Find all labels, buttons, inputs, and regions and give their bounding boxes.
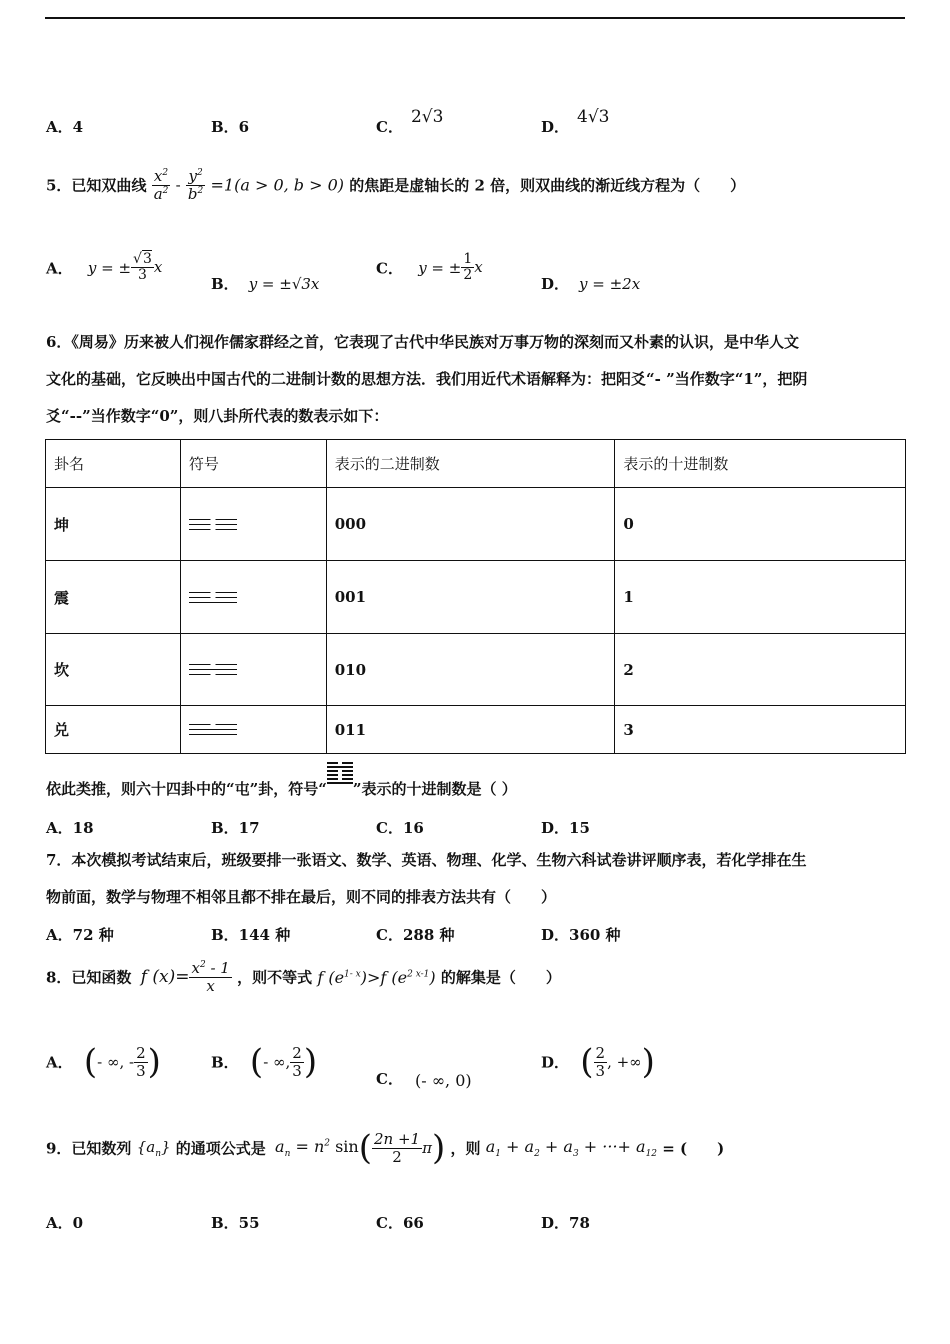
trigram-name: 坎 — [46, 634, 181, 706]
q4-option-d-value: 4√3 — [577, 107, 610, 127]
q6-line-2: 文化的基础，它反映出中国古代的二进制计数的思想方法．我们用近代术语解释为：把阳爻“- ”当作数字“1”，把阴 — [46, 370, 808, 388]
q9-option-a[interactable]: A．0 — [46, 1214, 84, 1232]
q4-option-c-value: 2√3 — [410, 107, 444, 127]
decimal-value: 0 — [615, 488, 906, 561]
q7-option-a[interactable]: A．72 种 — [46, 926, 114, 944]
q9-option-b[interactable]: B．55 — [211, 1214, 260, 1232]
trigram-name: 兑 — [46, 706, 181, 754]
q9-option-d[interactable]: D．78 — [541, 1214, 590, 1232]
q7-line-1: 7．本次模拟考试结束后，班级要排一张语文、数学、英语、物理、化学、生物六科试卷讲评顺序表，若化学排在生 — [46, 851, 807, 869]
q6-option-b[interactable]: B．17 — [211, 819, 260, 837]
q4-option-c[interactable]: C． 2√3 — [376, 107, 444, 136]
q6-line-1: 6．《周易》历来被人们视作儒家群经之首，它表现了古代中华民族对万事万物的深刻而又朴素的认识，是中华人文 — [46, 333, 799, 351]
table-row — [46, 561, 906, 634]
bagua-table — [45, 439, 906, 754]
decimal-value: 1 — [615, 561, 906, 634]
trigram-zhen-icon — [180, 561, 326, 634]
q8-inequality: f $(e^{1- x})>f$ $(e^{2 x-1})$ — [317, 967, 436, 987]
trigram-kan-icon — [180, 634, 326, 706]
q4-option-b[interactable]: B．6 — [211, 118, 250, 136]
trigram-name: 震 — [46, 561, 181, 634]
q6-option-a[interactable]: A．18 — [46, 819, 94, 837]
binary-value: 010 — [326, 634, 615, 706]
q6-line-3: 爻“--”当作数字“0”，则八卦所代表的数表示如下： — [46, 407, 389, 425]
header-symbol: 符号 — [180, 440, 326, 488]
q8-option-d[interactable]: D． ( $\frac{2}{3}$ , +∞) — [541, 1042, 655, 1082]
q7-option-b[interactable]: B．144 种 — [211, 926, 291, 944]
q5-stem: 5．已知双曲线 — [46, 176, 147, 195]
q6-option-c[interactable]: C．16 — [376, 819, 424, 837]
q6-option-d[interactable]: D．15 — [541, 819, 590, 837]
header-rule — [45, 17, 905, 19]
binary-value: 001 — [326, 561, 615, 634]
question-7 — [46, 842, 906, 916]
binary-value: 011 — [326, 706, 615, 754]
decimal-value: 3 — [615, 706, 906, 754]
table-header-row — [46, 440, 906, 488]
q8-option-a[interactable]: A． (- ∞, - $\frac{2}{3}$ ) — [46, 1042, 161, 1082]
table-row — [46, 706, 906, 754]
q4-option-d[interactable]: D． 4√3 — [541, 107, 610, 136]
q7-option-d[interactable]: D．360 种 — [541, 926, 621, 944]
q5-option-b[interactable]: B． y = ±√3x — [211, 275, 320, 293]
trigram-dui-icon — [180, 706, 326, 754]
q6-follow-up: 依此类推，则六十四卦中的“屯”卦，符号“ ”表示的十进制数是（ ） — [46, 770, 517, 799]
q5-condition: =1(a > 0, b > 0) — [210, 175, 345, 195]
table-row — [46, 488, 906, 561]
q5-stem-tail: 的焦距是虚轴长的 2 倍，则双曲线的渐近线方程为（ ） — [349, 176, 746, 195]
decimal-value: 2 — [615, 634, 906, 706]
question-6 — [46, 324, 906, 435]
question-5: 5．已知双曲线 $\frac{x^2}{a^2}$ - $\frac{y^2}{b^2}$ =1(a > 0, b > 0) 的焦距是虚轴长的 2 倍，则双曲线的渐近线方程为（ ） — [46, 167, 746, 203]
header-decimal: 表示的十进制数 — [615, 440, 906, 488]
q8-option-c[interactable]: C． (- ∞, 0) — [376, 1070, 472, 1090]
q5-y-frac: $\frac{y^2}{b^2}$ — [187, 167, 204, 203]
q9-option-c[interactable]: C．66 — [376, 1214, 424, 1232]
trigram-kun-icon — [180, 488, 326, 561]
trigram-name: 坤 — [46, 488, 181, 561]
question-8: 8．已知函数 f (x)= $\frac{x^2 - 1}{x}$ ，则不等式 f $(e^{1- x})>f$ $(e^{2 x-1})$ 的解集是（ ） — [46, 959, 561, 995]
q5-option-c[interactable]: C． y = ± $\frac{1}{2}$ x — [376, 251, 483, 284]
hexagram-zhun-icon — [327, 760, 353, 786]
binary-value: 000 — [326, 488, 615, 561]
header-binary: 表示的二进制数 — [326, 440, 615, 488]
q7-line-2: 物前面，数学与物理不相邻且都不排在最后，则不同的排表方法共有（ ） — [46, 888, 557, 906]
q4-option-a[interactable]: A．4 — [46, 118, 84, 136]
q5-x-frac: $\frac{x^2}{a^2}$ — [153, 167, 169, 203]
q5-option-d[interactable]: D． y = ±2x — [541, 275, 641, 293]
q5-option-a[interactable]: A． y = ± $\frac{√3}{3}$ x — [46, 251, 163, 284]
header-name: 卦名 — [46, 440, 181, 488]
table-row — [46, 634, 906, 706]
question-9: 9．已知数列 $\{a_n\}$ 的通项公式是 $a_n = n^2$ sin( $\frac{2n +1}{2}$ π) ，则 $a_1 + a_2 + a_3$ + ···+ $a_{12}$ = ( ) — [46, 1128, 725, 1168]
q7-option-c[interactable]: C．288 种 — [376, 926, 455, 944]
q8-option-b[interactable]: B． (- ∞, $\frac{2}{3}$ ) — [211, 1042, 318, 1082]
